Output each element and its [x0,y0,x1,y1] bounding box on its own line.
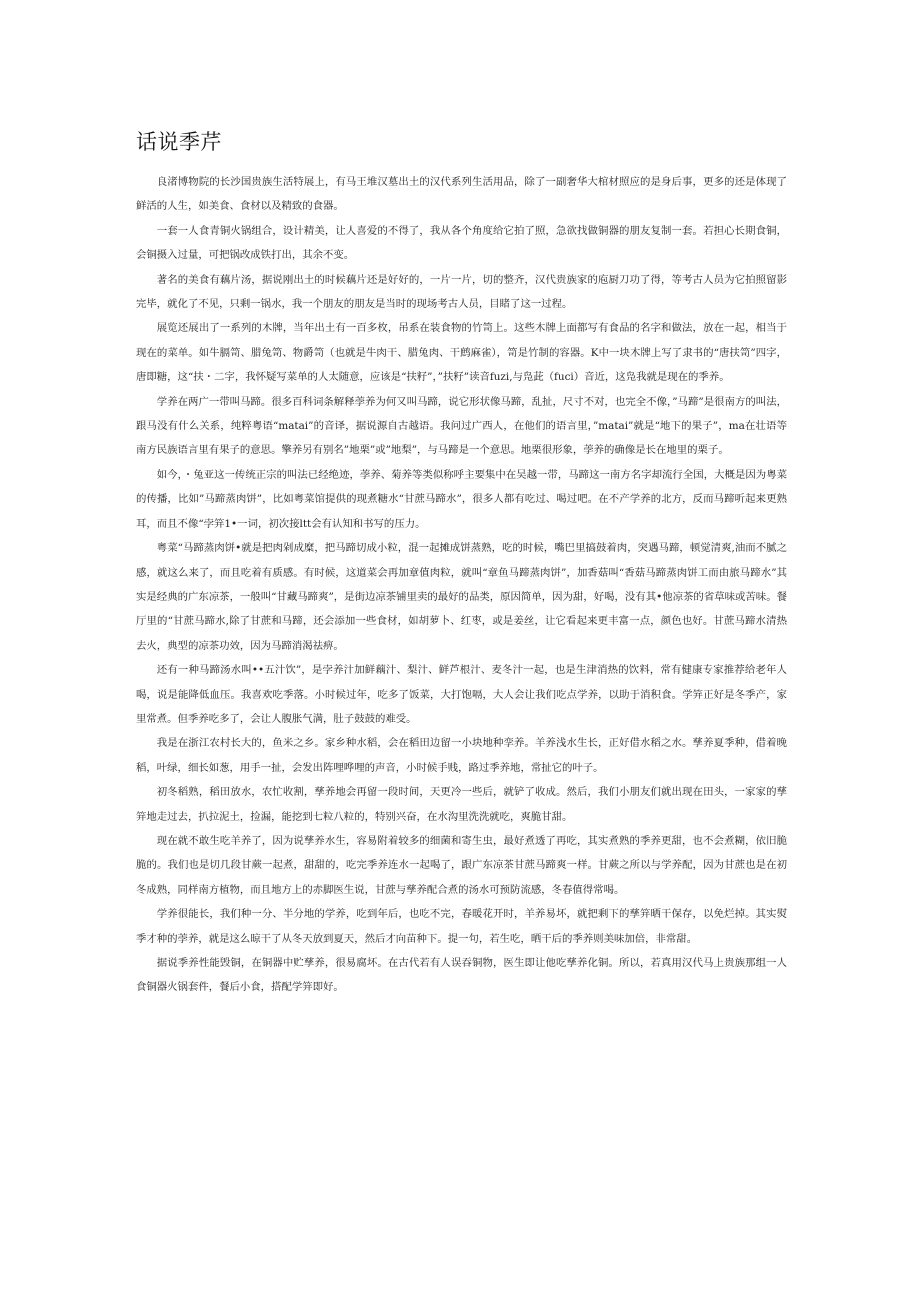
paragraph: 一套一人食青铜火锅组合，设计精美，让人喜爱的不得了，我从各个角度给它拍了照，急欲找做铜器的朋友复制一套。若担心长期食铜，会铜摄入过量，可把锅改成铁打出，其余不变。 [136,224,787,262]
paragraph: 现在就不敢生吃羊养了，因为说孳养水生，容易附着较多的细菌和寄生虫，最好煮透了再吃，其实煮熟的季养更甜，也不会煮糊，依旧脆脆的。我们也是切几段甘蕨一起煮，甜甜的，吃完季养连水一起喝了，跟广东凉茶甘蔗马蹄爽一样。甘蕨之所以与学养配，因为甘蔗也是在初冬成熟，同样南方植物，而且地方上的赤脚医生说，甘蔗与孳养配合煮的汤水可预防流感，冬春值得常喝。 [136,834,787,896]
article-body [136,170,787,1000]
paragraph: 还有一种马蹄汤水叫••五汁饮”，是孛养汁加鲜藕汁、梨汁、鲜芦根汁、麦冬汁一起，也是生津消热的饮料，常有健康专家推荐给老年人喝，说是能降低血压。我喜欢吃季落。小时候过年，吃多了饭菜，大打饱嗝，大人会让我们吃点学养，以助于消积食。学笄正好是冬季产，家里常煮。但季养吃多了，会让人腹胀气满，肚子鼓鼓的难受。 [136,664,787,725]
paragraph: 初冬稻熟，稻田放水，农忙收割，孳养地会再留一段时间，天更冷一些后，就铲了收成。然后，我们小朋友们就出现在田头，一家家的孳笄地走过去，扒拉泥土，捡漏，能挖到七粒八粒的，特别兴奋，在水沟里洗洗就吃，爽脆甘甜。 [136,786,787,823]
paragraph: 如今，・兔亚这一传统正宗的叫法已经绝迹，荸养、菊养等类似称呼主要集中在吴越一带，马蹄这一南方名字却流行全国，大概是因为粤菜的传播，比如”马蹄蒸肉饼”，比如粤菜馆提供的现煮糖水“甘蔗马蹄水”，很多人都有吃过、喝过吧。在不产学养的北方，反而马蹄听起来更熟耳，而且不像“孛笄1•一词，初次接ltt会有认知和书写的压力。 [136,468,787,530]
paragraph: 展览还展出了一系列的木牌，当年出土有一百多枚，吊系在装食物的竹笥上。这些木牌上面都写有食品的名字和做法，放在一起，相当于现在的菜单。如牛膈笥、腊兔笥、物爵笥（也就是牛肉干、腊兔肉、干鹧麻雀），笥是竹制的容器。K中一块木牌上写了隶书的“唐扶笥”四字，唐即糖，这“扶・二字，我怀疑写菜单的人太随意，应该是“扶籽”，”扶籽”读音fuzi,与凫茈（fuci）音近，这凫我就是现在的季养。 [136,322,787,384]
paragraph: 著名的美食有藕片汤，据说刚出土的时候藕片还是好好的，一片一片，切的整齐，汉代贵族家的庖厨刀功了得，等考古人员为它拍照留影完毕，就化了不见，只剩一锅水，我一个朋友的朋友是当时的现场考古人员，目睹了这一过程。 [136,273,787,311]
paragraph: 良渚博物院的长沙国贵族生活特展上，有马王堆汉墓出土的汉代系列生活用品，除了一副奢华大棺材照应的是身后事，更多的还是体现了鲜活的人生，如美食、食材以及精致的食器。 [136,176,787,213]
paragraph: 我是在浙江农村长大的，鱼米之乡。家乡种水稻，会在稻田边留一小块地种孪养。羊养浅水生长，正好借水稻之水。孳养夏季种，借着晚稻，叶绿，细长如葱，用手一扯，会发出阵哩哗哩的声音，小时候手贱，路过季养地，常扯它的叶子。 [136,737,787,774]
document-page [136,126,787,1000]
paragraph: 学养在两广一带叫马蹄。很多百科词条解释荸养为何又叫马蹄，说它形状像马蹄，乱扯，尺寸不对，也完全不像，”马蹄”是很南方的叫法，跟马没有什么关系，纯粹粤语“matai”的音译，据说源自古越语。我问过广西人，在他们的语言里，”matai”就是“地下的果子”，ma在壮语等南方民族语言里有果子的意思。擎养另有别名”地栗”或”地梨”，与马蹄是一个意思。地栗很形象，荸养的确像是长在地里的栗子。 [136,395,787,457]
article-title: 话说季芹 [136,130,222,154]
paragraph: 学养很能长，我们种一分、半分地的学养，吃到年后，也吃不完，春暖花开时，羊养易坏，就把剩下的孳笄晒干保存，以免烂掉。其实熨季才种的荸养，就是这么晾干了从冬天放到夏天，然后才向苗种下。提一句，若生吃，晒干后的季养则美味加倍，非常甜。 [136,908,787,945]
paragraph: 据说季养性能毁铜，在铜器中贮孳养，很易腐坏。在古代若有人误吞铜物，医生即让他吃孳养化铜。所以，若真用汉代马上贵族那组一人食铜器火锅套件，餐后小食，搭配学笄即好。 [136,957,787,994]
paragraph: 粤菜“马蹄蒸肉饼•就是把肉剁成糜，把马蹄切成小粒，混一起摊成饼蒸熟，吃的时候，嘴巴里搞鼓着肉，突遇马蹄，顿觉清爽,油而不腻之感，就这么来了，而且吃着有质感。有时候，这道菜会再加章值肉粒，就叫“章鱼马蹄蒸肉饼”，加香菇叫“香菇马蹄蒸肉饼工而由旅马蹄水”其实是经典的广东凉茶，一般叫“甘藏马蹄爽”，是街边凉茶铺里卖的最好的品类，原因简单，因为甜，好喝，没有其•他凉茶的省草味或苦味。餐厅里的“甘蔗马蹄水,除了甘蔗和马蹄，还会添加一些食材，如胡萝卜、红枣，或是姜丝，让它看起来更丰富一点，颜色也好。甘蔗马蹄水清热去火，典型的凉茶功效，因为马蹄消渴祛痹。 [136,542,787,652]
